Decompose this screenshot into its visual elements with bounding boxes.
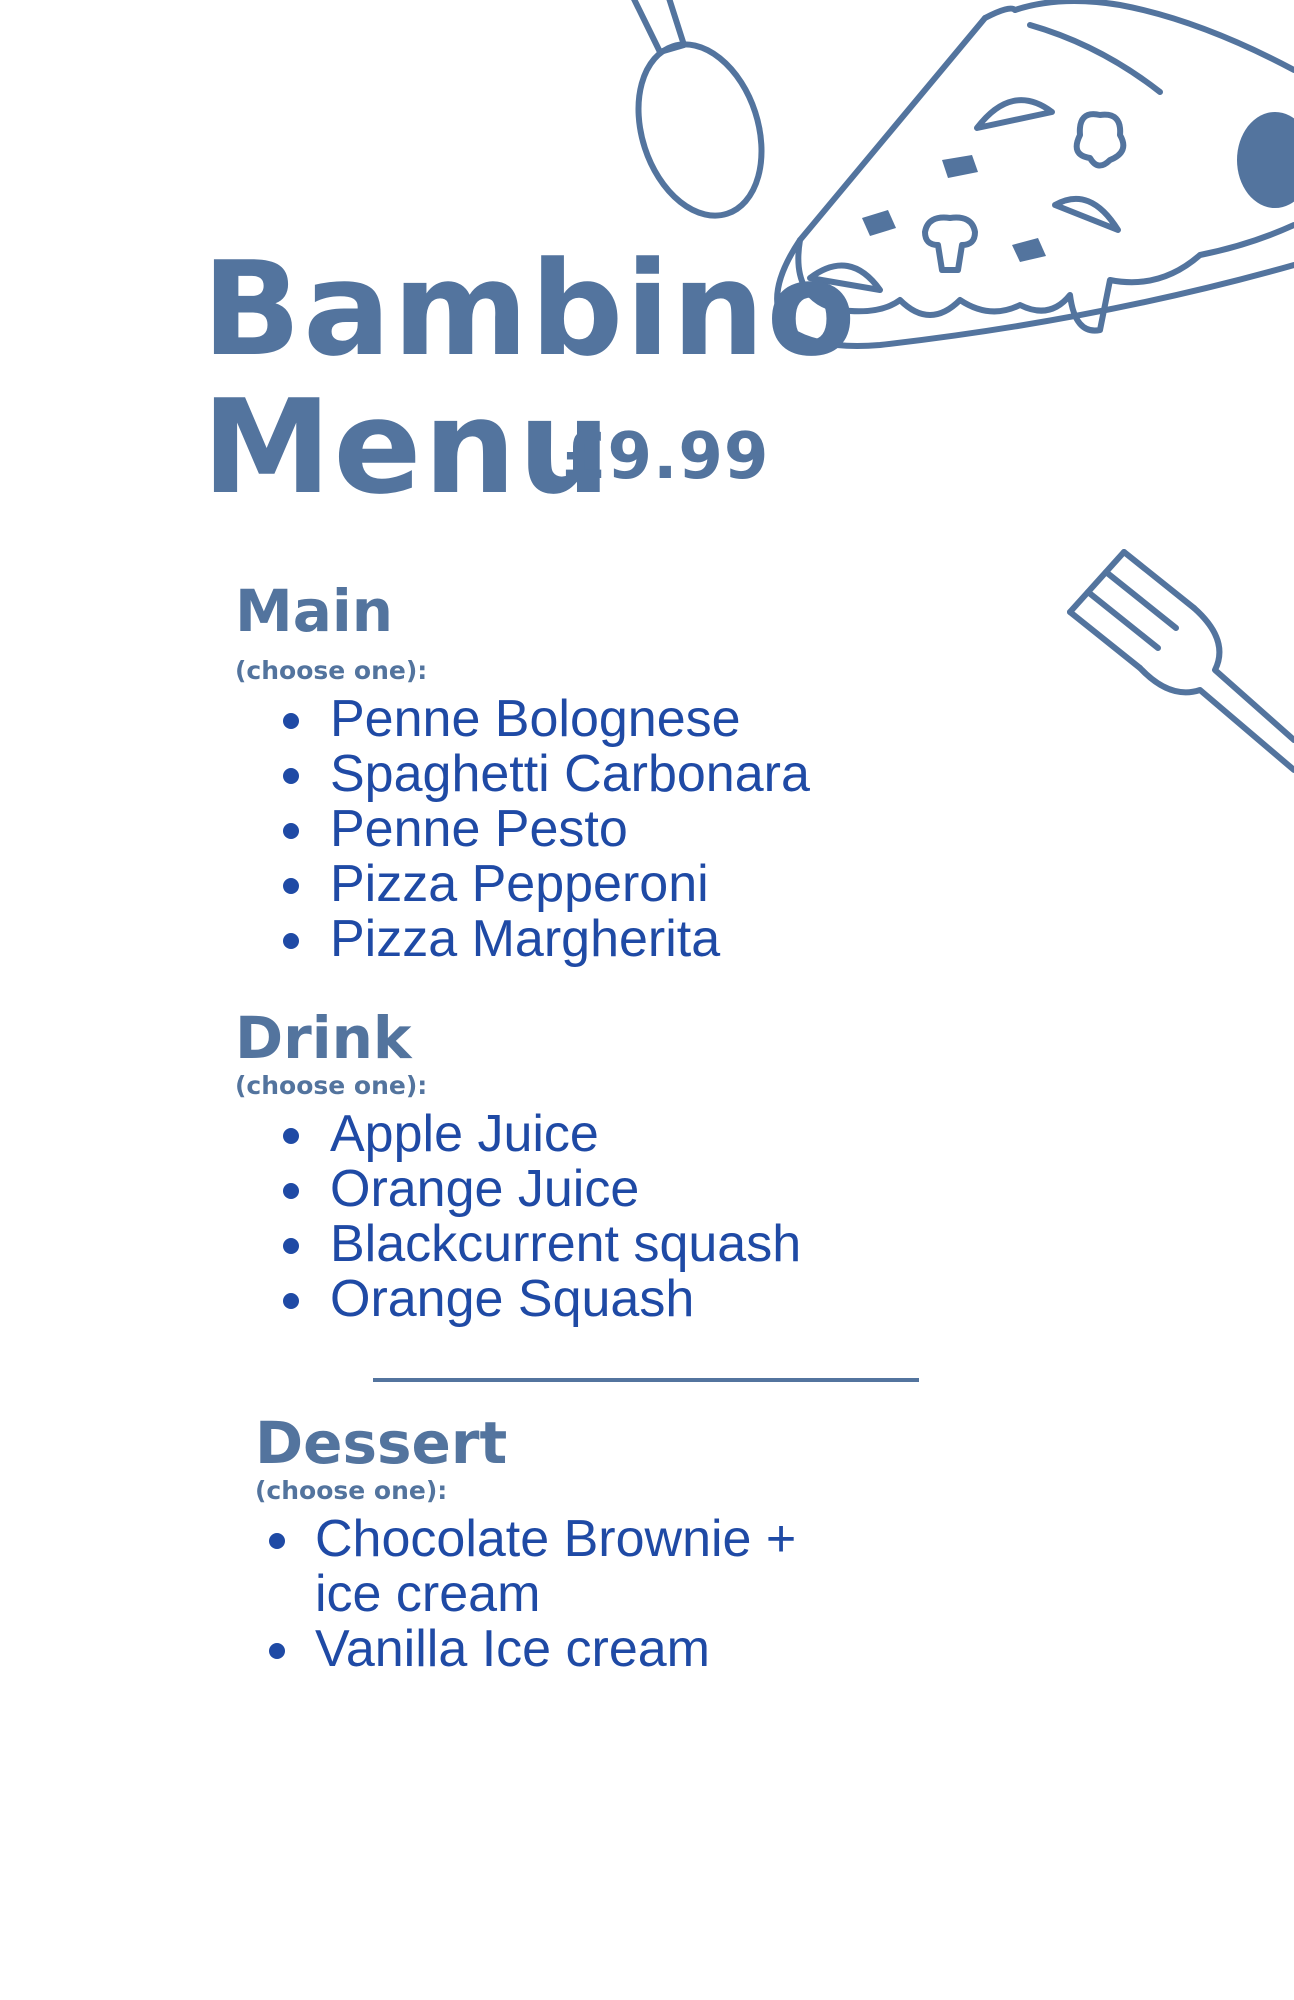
- list-item: Penne Bolognese: [235, 692, 810, 747]
- section-divider: [373, 1378, 919, 1382]
- section-heading: Drink: [235, 1004, 412, 1072]
- title-line-2: Menu: [202, 371, 613, 523]
- list-item: Blackcurrent squash: [235, 1217, 801, 1272]
- list-item: Pizza Margherita: [235, 912, 810, 967]
- list-item: Orange Squash: [235, 1272, 801, 1327]
- list-item: Orange Juice: [235, 1162, 801, 1217]
- fork-icon: [1070, 552, 1294, 770]
- list-item: Penne Pesto: [235, 802, 810, 857]
- title-line-1: Bambino: [202, 233, 858, 385]
- section-note: (choose one):: [235, 656, 428, 685]
- dessert-items-list: [255, 1512, 875, 1677]
- main-section: [235, 578, 810, 967]
- main-items-list: [235, 692, 810, 967]
- drink-section: [235, 1005, 801, 1327]
- list-item: Chocolate Brownie + ice cream: [255, 1512, 875, 1622]
- list-item: Apple Juice: [235, 1107, 801, 1162]
- dessert-section: [255, 1410, 875, 1677]
- section-note: (choose one):: [235, 1071, 428, 1100]
- menu-price: £9.99: [562, 420, 770, 494]
- list-item: Pizza Pepperoni: [235, 857, 810, 912]
- pizza-toppings: [862, 112, 1294, 262]
- spoon-icon: [618, 0, 783, 232]
- list-item: Spaghetti Carbonara: [235, 747, 810, 802]
- section-heading: Dessert: [255, 1409, 508, 1477]
- section-note: (choose one):: [255, 1476, 448, 1505]
- list-item: Vanilla Ice cream: [255, 1622, 875, 1677]
- section-heading: Main: [235, 577, 394, 645]
- drink-items-list: [235, 1107, 801, 1327]
